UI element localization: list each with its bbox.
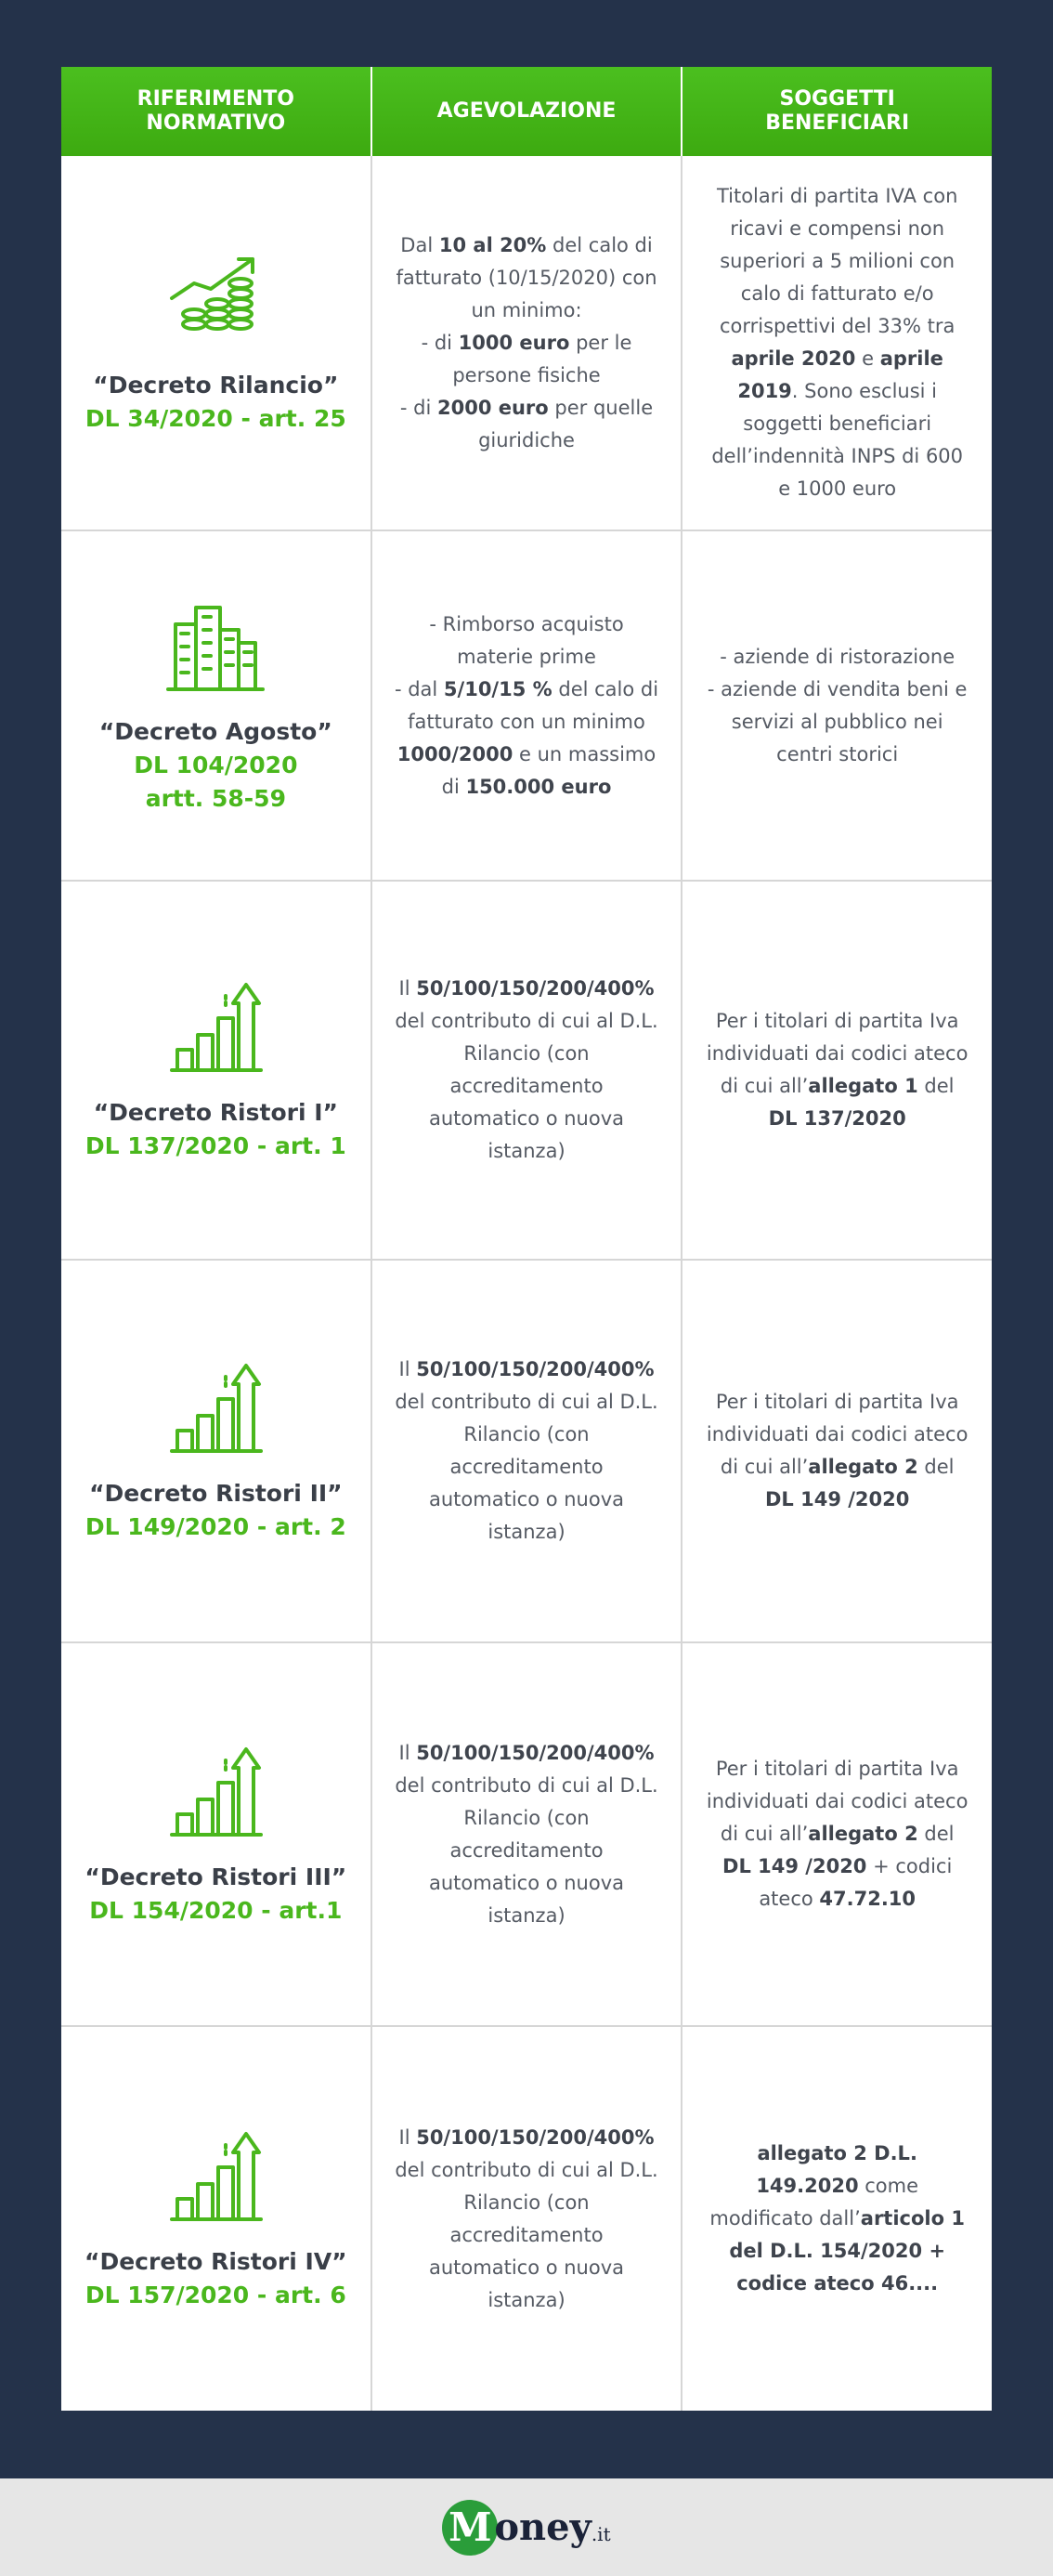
logo-text: oney bbox=[494, 2505, 592, 2549]
text-segment: del contributo di cui al D.L. Rilancio (con accreditamento automatico o nuova istanza) bbox=[395, 1391, 658, 1543]
text-segment: come modificato dall’ bbox=[709, 2175, 919, 2229]
text-segment: - aziende di vendita beni e servizi al pubblico nei centri storici bbox=[707, 677, 968, 765]
beneficiaries-text bbox=[703, 180, 971, 505]
cell-beneficiari bbox=[682, 1261, 992, 1641]
decree-name: “Decreto Ristori I” bbox=[93, 1099, 338, 1126]
bar-chart-arrow-icon bbox=[164, 2126, 266, 2229]
text-segment: - di bbox=[399, 396, 437, 419]
bold-text: allegato 2 bbox=[808, 1456, 918, 1478]
bold-text: 2000 euro bbox=[436, 396, 549, 419]
logo-circle: M bbox=[442, 2500, 498, 2556]
text-segment: - dal bbox=[394, 677, 444, 700]
text-segment: - di bbox=[421, 331, 459, 354]
beneficiaries-text bbox=[703, 1386, 971, 1516]
cell-beneficiari bbox=[682, 882, 992, 1259]
money-logo[interactable] bbox=[442, 2500, 610, 2556]
decree-law: DL 104/2020 artt. 58-59 bbox=[134, 751, 298, 812]
bold-text: 1000 euro bbox=[458, 331, 570, 354]
bold-text: allegato 2 D.L. 149.2020 bbox=[756, 2142, 917, 2197]
benefit-text bbox=[393, 1737, 661, 1932]
buildings-icon bbox=[164, 596, 266, 699]
bold-text: aprile 2019 bbox=[737, 347, 943, 402]
text-segment: per le persone fisiche bbox=[452, 331, 632, 386]
bold-text: DL 149 /2020 bbox=[764, 1488, 910, 1510]
bold-text: 10 al 20% bbox=[438, 233, 547, 256]
bold-text: articolo 1 del D.L. 154/2020 + codice ateco 46.... bbox=[729, 2207, 965, 2295]
cell-agevolazione bbox=[372, 1643, 683, 2025]
text-segment: Il bbox=[398, 2125, 417, 2149]
text-segment: e un massimo di bbox=[441, 742, 656, 798]
table-row bbox=[61, 156, 992, 530]
text-segment: Per i titolari di partita Iva individuati dai codici ateco di cui all’ bbox=[706, 1391, 968, 1478]
table-row bbox=[61, 1259, 992, 1641]
decree-name: “Decreto Ristori II” bbox=[89, 1480, 343, 1507]
footer bbox=[0, 2478, 1053, 2576]
decree-name: “Decreto Ristori III” bbox=[84, 1863, 347, 1890]
cell-riferimento bbox=[61, 156, 372, 530]
text-segment: del calo di fatturato (10/15/2020) con un minimo: bbox=[396, 233, 657, 321]
header-agevolazione: AGEVOLAZIONE bbox=[372, 67, 683, 156]
text-segment: Titolari di partita IVA con ricavi e compensi non superiori a 5 milioni con calo di fatturato e/o corrispettivi del 33% tra bbox=[716, 185, 958, 337]
text-segment: del contributo di cui al D.L. Rilancio (con accreditamento automatico o nuova istanza) bbox=[395, 1773, 658, 1927]
bar-chart-arrow-icon bbox=[164, 1742, 266, 1844]
table-header bbox=[61, 67, 992, 156]
decree-name: “Decreto Ristori IV” bbox=[84, 2247, 347, 2275]
bar-chart-arrow-icon bbox=[164, 1358, 266, 1460]
cell-riferimento bbox=[61, 882, 372, 1259]
decree-name: “Decreto Agosto” bbox=[98, 717, 332, 745]
text-segment: del contributo di cui al D.L. Rilancio (con accreditamento automatico o nuova istanza) bbox=[395, 2158, 658, 2311]
cell-agevolazione bbox=[372, 1261, 683, 1641]
beneficiaries-text bbox=[703, 1005, 971, 1135]
bold-text: 150.000 euro bbox=[465, 775, 612, 798]
beneficiaries-text bbox=[703, 2138, 971, 2300]
header-riferimento: RIFERIMENTO NORMATIVO bbox=[61, 67, 372, 156]
bold-text: 1000/2000 bbox=[396, 742, 514, 765]
benefit-text bbox=[393, 973, 661, 1168]
text-segment: Il bbox=[398, 1741, 417, 1764]
decree-law: DL 157/2020 - art. 6 bbox=[84, 2281, 346, 2308]
benefit-text bbox=[393, 2122, 661, 2317]
text-segment: del bbox=[917, 1456, 955, 1478]
text-segment: del contributo di cui al D.L. Rilancio (con accreditamento automatico o nuova istanza) bbox=[395, 1010, 658, 1162]
cell-agevolazione bbox=[372, 531, 683, 880]
beneficiaries-text bbox=[703, 641, 971, 771]
bold-text: 5/10/15 % bbox=[443, 677, 552, 700]
beneficiaries-text bbox=[703, 1753, 971, 1916]
cell-riferimento bbox=[61, 1643, 372, 2025]
text-segment: per quelle giuridiche bbox=[478, 396, 654, 451]
benefit-text bbox=[393, 229, 661, 457]
text-segment: del bbox=[917, 1075, 955, 1097]
benefit-text bbox=[393, 608, 661, 804]
cell-riferimento bbox=[61, 1261, 372, 1641]
table-row bbox=[61, 880, 992, 1259]
header-beneficiari: SOGGETTI BENEFICIARI bbox=[765, 87, 910, 135]
text-segment: + codici ateco bbox=[759, 1855, 953, 1910]
cell-agevolazione bbox=[372, 156, 683, 530]
text-segment: . Sono esclusi i soggetti beneficiari dell’indennità INPS di 600 e 1000 euro bbox=[711, 380, 964, 500]
comparison-table bbox=[61, 67, 992, 2411]
cell-agevolazione bbox=[372, 2027, 683, 2411]
decree-law: DL 154/2020 - art.1 bbox=[89, 1896, 343, 1924]
cell-riferimento bbox=[61, 531, 372, 880]
text-segment: Per i titolari di partita Iva individuati dai codici ateco di cui all’ bbox=[706, 1758, 968, 1845]
decree-law: DL 149/2020 - art. 2 bbox=[84, 1513, 346, 1540]
text-segment: Dal bbox=[400, 233, 439, 256]
bold-text: 50/100/150/200/400% bbox=[416, 2125, 655, 2149]
text-segment: e bbox=[855, 347, 880, 370]
text-segment: del calo di fatturato con un minimo bbox=[408, 677, 659, 733]
text-segment: Il bbox=[398, 1358, 417, 1380]
benefit-text bbox=[393, 1353, 661, 1549]
cell-beneficiari bbox=[682, 2027, 992, 2411]
bold-text: aprile 2020 bbox=[731, 347, 856, 370]
table-body bbox=[61, 156, 992, 2411]
table-row bbox=[61, 2025, 992, 2411]
bold-text: DL 137/2020 bbox=[768, 1107, 906, 1130]
coins-growth-icon bbox=[164, 250, 266, 352]
logo-ext: .it bbox=[591, 2522, 611, 2545]
bar-chart-arrow-icon bbox=[164, 977, 266, 1079]
bold-text: DL 149 /2020 bbox=[722, 1855, 867, 1877]
text-segment: Il bbox=[398, 977, 417, 1000]
bold-text: allegato 1 bbox=[808, 1075, 918, 1097]
text-segment: del bbox=[917, 1823, 955, 1845]
cell-beneficiari bbox=[682, 531, 992, 880]
bold-text: 50/100/150/200/400% bbox=[416, 977, 655, 1000]
cell-riferimento bbox=[61, 2027, 372, 2411]
decree-name: “Decreto Rilancio” bbox=[93, 372, 339, 399]
bold-text: allegato 2 bbox=[808, 1823, 918, 1845]
text-segment: - Rimborso acquisto materie prime bbox=[429, 612, 624, 668]
bold-text: 50/100/150/200/400% bbox=[416, 1741, 655, 1764]
cell-agevolazione bbox=[372, 882, 683, 1259]
bold-text: 47.72.10 bbox=[819, 1888, 916, 1910]
bold-text: 50/100/150/200/400% bbox=[416, 1358, 655, 1380]
text-segment: - aziende di ristorazione bbox=[720, 645, 956, 668]
cell-beneficiari bbox=[682, 1643, 992, 2025]
decree-law: DL 137/2020 - art. 1 bbox=[84, 1132, 346, 1159]
cell-beneficiari bbox=[682, 156, 992, 530]
table-row bbox=[61, 1641, 992, 2025]
decree-law: DL 34/2020 - art. 25 bbox=[84, 405, 346, 432]
text-segment: Per i titolari di partita Iva individuati dai codici ateco di cui all’ bbox=[706, 1010, 968, 1097]
table-row bbox=[61, 530, 992, 880]
